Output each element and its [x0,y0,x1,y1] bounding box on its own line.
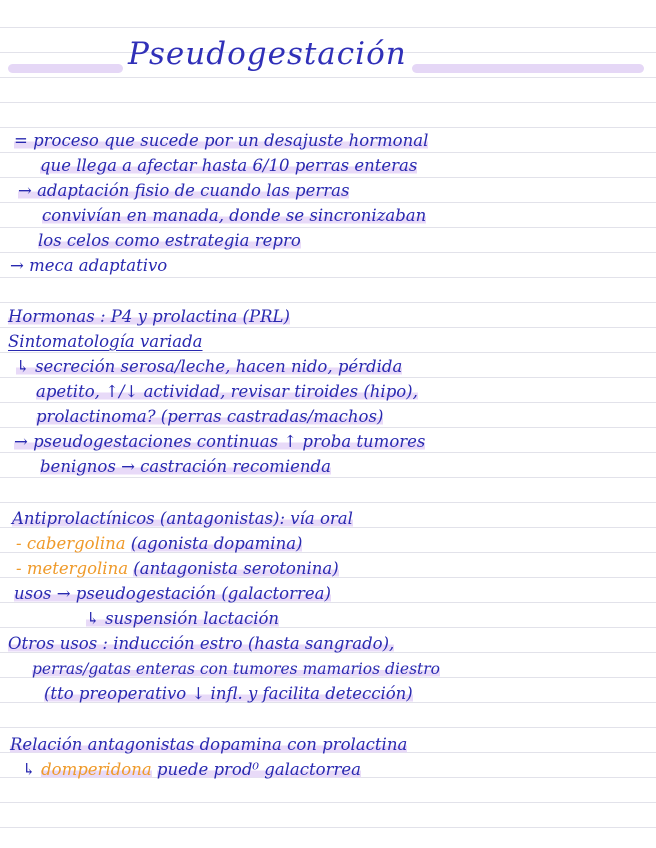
note-line-5: los celos como estrategia repro [38,231,301,250]
note-line-3: → adaptación fisio de cuando las perras [18,181,350,200]
note-line-12: → pseudogestaciones continuas ↑ proba tumores [14,432,426,451]
note-line-10: apetito, ↑/↓ actividad, revisar tiroides (hipo), [36,382,418,401]
note-line-21: (tto preoperativo ↓ infl. y facilita detección) [44,684,413,703]
note-line-17: usos → pseudogestación (galactorrea) [14,584,331,603]
note-line-19: Otros usos : inducción estro (hasta sangrado), [8,634,395,653]
note-line-7: Hormonas : P4 y prolactina (PRL) [8,307,290,326]
note-line-14: Antiprolactínicos (antagonistas): vía oral [12,509,353,528]
title-highlight-left [8,64,123,73]
note-line-20: perras/gatas enteras con tumores mamarios diestro [32,660,440,678]
note-line-22: Relación antagonistas dopamina con prolactina [10,735,408,754]
note-line-1: = proceso que sucede por un desajuste hormonal [14,131,429,150]
note-line-8: Sintomatología variada [8,332,203,351]
note-line-15: - cabergolina (agonista dopamina) [16,534,303,553]
note-line-13: benignos → castración recomienda [40,457,331,476]
note-line-4: convivían en manada, donde se sincronizaban [42,206,427,225]
title-highlight-right [412,64,644,73]
note-line-6: → meca adaptativo [10,256,168,275]
title-area [0,36,656,86]
note-line-16: - metergolina (antagonista serotonina) [16,559,339,578]
note-line-2: que llega a afectar hasta 6/10 perras enteras [40,156,418,175]
note-line-23: ↳ domperidona puede prod⁰ galactorrea [22,760,361,779]
note-line-11: prolactinoma? (perras castradas/machos) [36,407,384,426]
page-title: Pseudogestación [128,36,407,72]
note-line-18: ↳ suspensión lactación [86,609,280,628]
note-line-9: ↳ secreción serosa/leche, hacen nido, pérdida [16,357,403,376]
